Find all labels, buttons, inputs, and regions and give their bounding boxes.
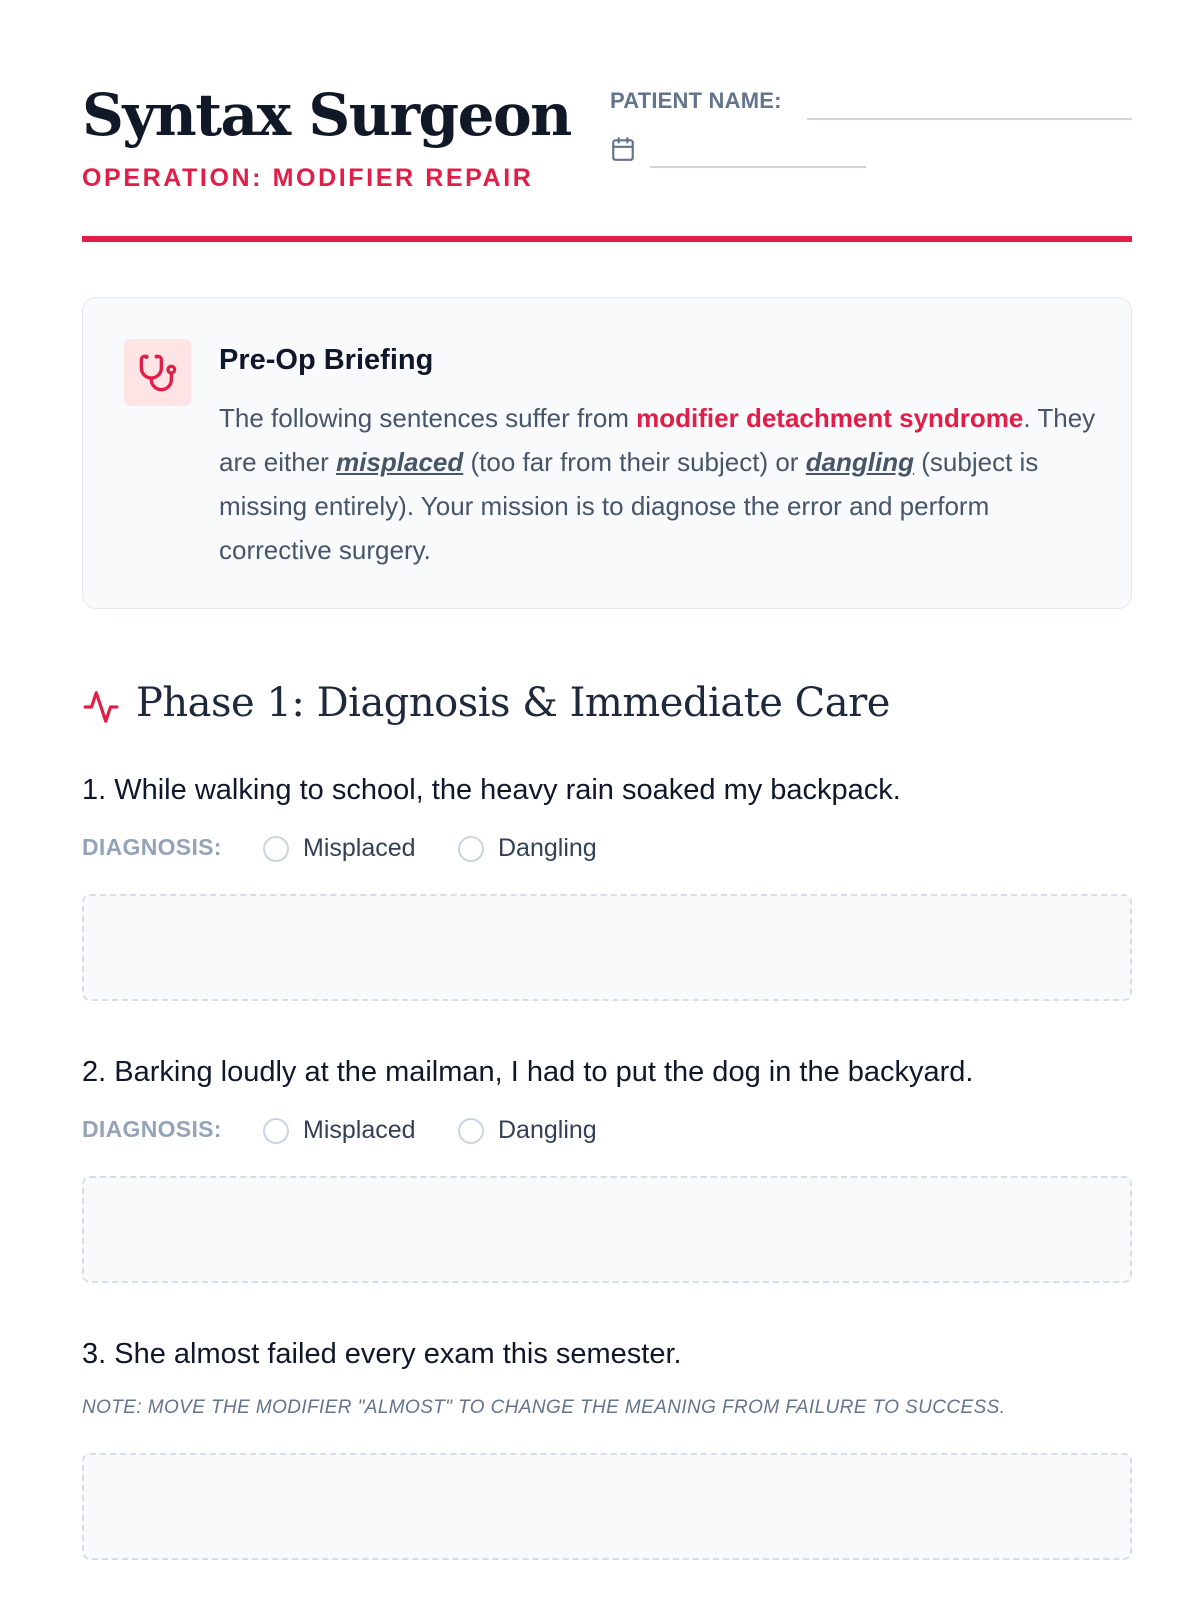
diagnosis-row xyxy=(82,1116,782,1146)
page-subtitle: OPERATION: MODIFIER REPAIR xyxy=(82,164,534,192)
stethoscope-icon xyxy=(138,353,178,393)
term-dangling: dangling xyxy=(805,447,915,477)
briefing-card xyxy=(82,297,1132,609)
briefing-text xyxy=(219,396,1099,572)
term-misplaced: misplaced xyxy=(336,447,464,477)
date-input-line[interactable] xyxy=(650,166,866,168)
diagnosis-row xyxy=(82,834,782,864)
option-label: Dangling xyxy=(498,1116,597,1144)
radio-misplaced[interactable] xyxy=(263,836,289,862)
question-text: 3. She almost failed every exam this semester. xyxy=(82,1338,682,1370)
answer-box[interactable] xyxy=(82,894,1132,1001)
diagnosis-label: DIAGNOSIS: xyxy=(82,1116,222,1142)
option-label: Misplaced xyxy=(303,834,416,862)
patient-name-input-line[interactable] xyxy=(807,118,1132,120)
option-label: Misplaced xyxy=(303,1116,416,1144)
calendar-icon xyxy=(610,136,636,162)
question-text: 2. Barking loudly at the mailman, I had to put the dog in the backyard. xyxy=(82,1056,974,1088)
patient-name-field xyxy=(610,88,1132,118)
worksheet-header xyxy=(82,82,1132,242)
briefing-text-part: (too far from their subject) or xyxy=(463,447,806,477)
answer-box[interactable] xyxy=(82,1176,1132,1283)
heartbeat-icon xyxy=(82,688,120,726)
radio-dangling[interactable] xyxy=(458,1118,484,1144)
briefing-title: Pre-Op Briefing xyxy=(219,344,434,376)
phase-title: Phase 1: Diagnosis & Immediate Care xyxy=(136,680,890,726)
briefing-text-part: The following sentences suffer from xyxy=(219,403,637,433)
radio-misplaced[interactable] xyxy=(263,1118,289,1144)
briefing-text-part: . They are either xyxy=(219,403,1096,477)
briefing-highlight: modifier detachment syndrome xyxy=(636,403,1024,433)
patient-name-label: PATIENT NAME: xyxy=(610,88,782,113)
diagnosis-label: DIAGNOSIS: xyxy=(82,834,222,860)
header-divider xyxy=(82,236,1132,242)
answer-box[interactable] xyxy=(82,1453,1132,1560)
briefing-text-part: (subject is missing entirely). Your mission is to diagnose the error and perform corrective surgery. xyxy=(219,447,1039,565)
briefing-icon-box xyxy=(124,339,191,406)
page-title: Syntax Surgeon xyxy=(82,81,571,149)
option-label: Dangling xyxy=(498,834,597,862)
question-text: 1. While walking to school, the heavy rain soaked my backpack. xyxy=(82,774,901,806)
question-note: NOTE: MOVE THE MODIFIER "ALMOST" TO CHANGE THE MEANING FROM FAILURE TO SUCCESS. xyxy=(82,1397,1006,1418)
radio-dangling[interactable] xyxy=(458,836,484,862)
date-field xyxy=(610,134,870,170)
